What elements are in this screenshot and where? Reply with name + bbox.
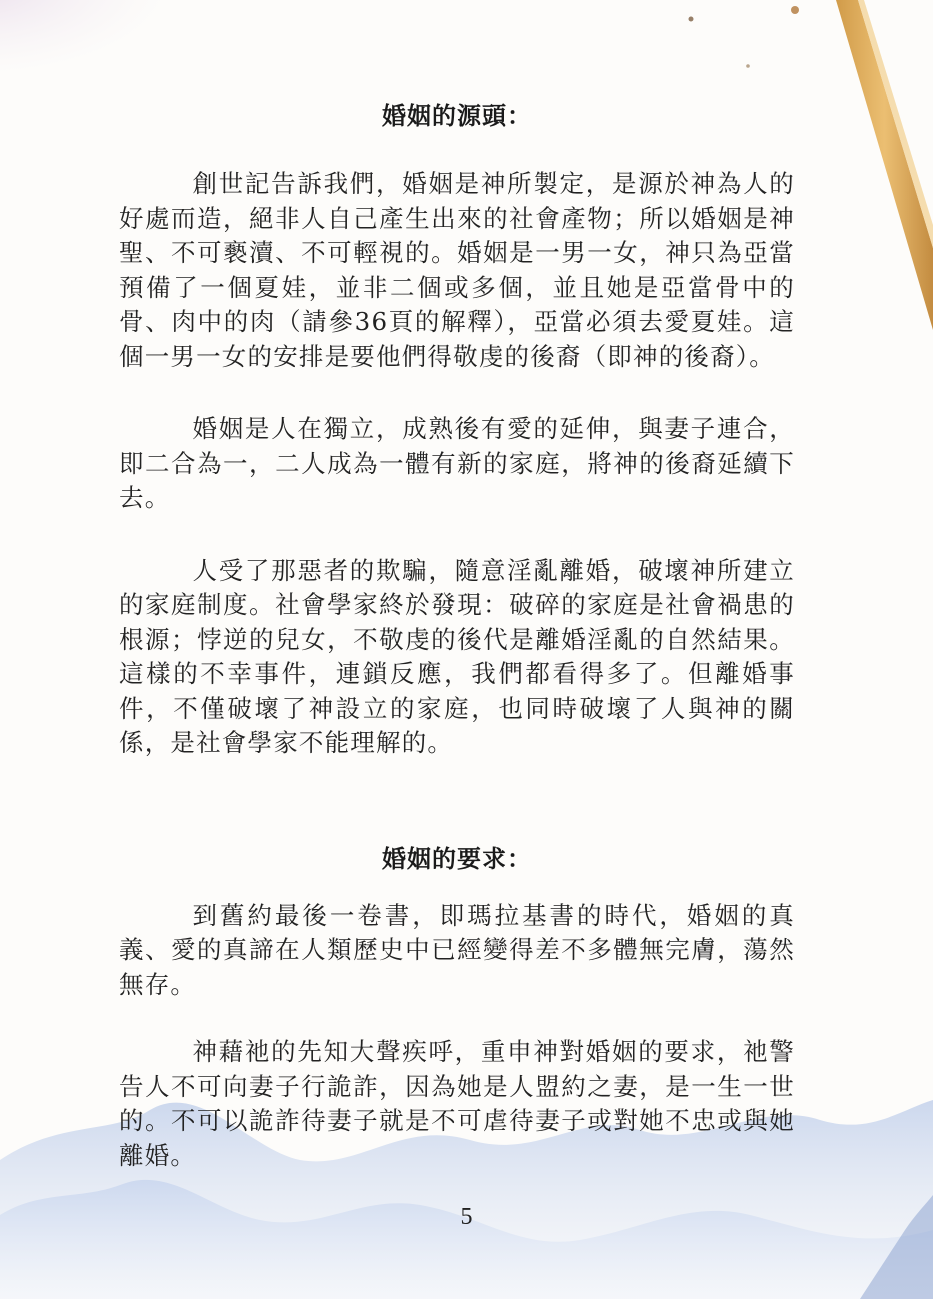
speck-dot bbox=[689, 17, 694, 22]
content-column bbox=[119, 88, 795, 1173]
paragraph: 婚姻是人在獨立，成熟後有愛的延伸，與妻子連合，即二合為一，二人成為一體有新的家庭，將神的後裔延續下去。 bbox=[119, 414, 795, 512]
speck-dot bbox=[791, 6, 799, 14]
section-heading-requirements: 婚姻的要求： bbox=[382, 844, 532, 873]
paragraph: 人受了那惡者的欺騙，隨意淫亂離婚，破壞神所建立的家庭制度。社會學家終於發現：破碎的家庭是社會禍患的根源；悖逆的兒女，不敬虔的後代是離婚淫亂的自然結果。這樣的不幸事件，連鎖反應，我們都看得多了。但離婚事件，不僅破壞了神設立的家庭，也同時破壞了人與神的關係，是社會學家不能理解的。 bbox=[119, 555, 795, 757]
paragraph: 創世記告訴我們，婚姻是神所製定，是源於神為人的好處而造，絕非人自己產生出來的社會產物；所以婚姻是神聖、不可褻瀆、不可輕視的。婚姻是一男一女，神只為亞當預備了一個夏娃，並非二個或多個，並且她是亞當骨中的骨、肉中的肉（請參36頁的解釋），亞當必須去愛夏娃。這個一男一女的安排是要他們得敬虔的後裔（即神的後裔）。 bbox=[119, 169, 795, 371]
section-heading-origin: 婚姻的源頭： bbox=[382, 102, 532, 130]
paragraph: 神藉祂的先知大聲疾呼，重申神對婚姻的要求，祂警告人不可向妻子行詭詐，因為她是人盟約之妻，是一生一世的。不可以詭詐待妻子就是不可虐待妻子或對她不忠或與她離婚。 bbox=[119, 1037, 795, 1170]
speck-dot bbox=[746, 64, 750, 68]
pink-wash-shape bbox=[0, 0, 170, 75]
bamboo-stick-shape bbox=[836, 0, 933, 330]
page-number: 5 bbox=[460, 1204, 473, 1230]
paragraph: 到舊約最後一卷書，即瑪拉基書的時代，婚姻的真義、愛的真諦在人類歷史中已經變得差不多體無完膚，蕩然無存。 bbox=[119, 900, 795, 999]
